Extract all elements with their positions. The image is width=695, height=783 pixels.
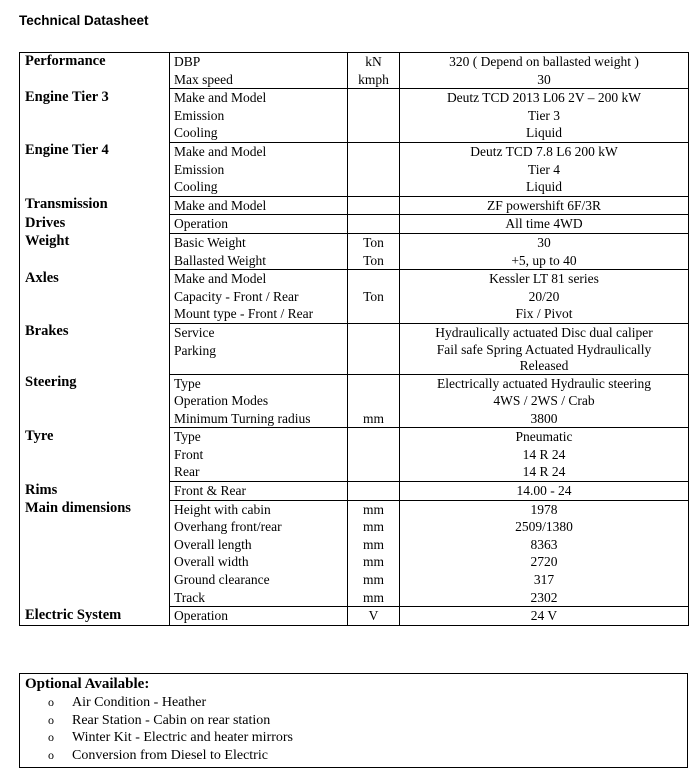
param-cell: Cooling (170, 178, 348, 196)
param-cell: Make and Model (170, 142, 348, 160)
value-cell: 1978 (400, 500, 689, 518)
value-cell: 2509/1380 (400, 518, 689, 536)
unit-cell (348, 428, 400, 446)
param-cell: DBP (170, 53, 348, 71)
param-cell: Type (170, 428, 348, 446)
group-spacer (20, 518, 170, 536)
value-cell: Fix / Pivot (400, 305, 689, 323)
bullet-icon: o (48, 712, 54, 727)
list-item-label: Rear Station - Cabin on rear station (72, 712, 271, 728)
unit-cell (348, 463, 400, 481)
value-cell: All time 4WD (400, 215, 689, 234)
param-cell: Operation (170, 215, 348, 234)
optional-list (20, 694, 293, 764)
value-cell: 8363 (400, 536, 689, 554)
param-cell: Front & Rear (170, 482, 348, 501)
unit-cell (348, 482, 400, 501)
param-cell: Height with cabin (170, 500, 348, 518)
group-spacer (20, 107, 170, 125)
group-spacer (20, 305, 170, 323)
param-cell: Overall width (170, 553, 348, 571)
value-cell: Deutz TCD 7.8 L6 200 kW (400, 142, 689, 160)
group-spacer (20, 589, 170, 607)
unit-cell (348, 342, 400, 375)
value-cell: 317 (400, 571, 689, 589)
group-name: Engine Tier 3 (20, 89, 170, 107)
param-cell: Ballasted Weight (170, 252, 348, 270)
bullet-icon: o (48, 747, 54, 762)
value-cell: 24 V (400, 607, 689, 626)
value-cell: Hydraulically actuated Disc dual caliper (400, 323, 689, 341)
unit-cell: mm (348, 536, 400, 554)
bullet-icon: o (48, 695, 54, 709)
value-cell: 20/20 (400, 288, 689, 306)
table-row (20, 288, 689, 306)
group-name: Rims (20, 482, 170, 501)
optional-title: Optional Available: (25, 676, 150, 692)
value-cell: Liquid (400, 124, 689, 142)
group-spacer (20, 536, 170, 554)
unit-cell (348, 107, 400, 125)
list-item (20, 694, 293, 712)
value-line: Released (519, 357, 569, 373)
table-row (20, 607, 689, 626)
group-spacer (20, 124, 170, 142)
table-row (20, 142, 689, 160)
group-spacer (20, 571, 170, 589)
group-name: Weight (20, 233, 170, 251)
unit-cell: Ton (348, 288, 400, 306)
unit-cell (348, 392, 400, 410)
value-cell: 2302 (400, 589, 689, 607)
param-cell: Emission (170, 161, 348, 179)
group-spacer (20, 252, 170, 270)
value-cell: 30 (400, 71, 689, 89)
group-name: Transmission (20, 196, 170, 215)
unit-cell (348, 196, 400, 215)
table-row (20, 178, 689, 196)
param-cell: Ground clearance (170, 571, 348, 589)
param-cell: Make and Model (170, 89, 348, 107)
group-name: Main dimensions (20, 500, 170, 518)
table-row (20, 392, 689, 410)
table-row (20, 89, 689, 107)
unit-cell (348, 215, 400, 234)
group-name: Axles (20, 270, 170, 288)
unit-cell (348, 178, 400, 196)
param-cell: Max speed (170, 71, 348, 89)
param-cell: Front (170, 446, 348, 464)
param-cell: Cooling (170, 124, 348, 142)
value-cell: 4WS / 2WS / Crab (400, 392, 689, 410)
unit-cell: mm (348, 571, 400, 589)
unit-cell: kmph (348, 71, 400, 89)
spec-table (19, 52, 689, 626)
table-row (20, 270, 689, 288)
param-cell: Basic Weight (170, 233, 348, 251)
group-name: Steering (20, 374, 170, 392)
unit-cell (348, 374, 400, 392)
table-row (20, 107, 689, 125)
param-cell: Track (170, 589, 348, 607)
table-row (20, 215, 689, 234)
group-name: Tyre (20, 428, 170, 446)
value-cell: 14 R 24 (400, 463, 689, 481)
value-cell (400, 342, 689, 375)
group-name: Electric System (20, 607, 170, 626)
table-row (20, 553, 689, 571)
optional-box (19, 673, 688, 768)
value-cell: Liquid (400, 178, 689, 196)
param-cell: Overhang front/rear (170, 518, 348, 536)
unit-cell (348, 142, 400, 160)
unit-cell: mm (348, 410, 400, 428)
unit-cell: Ton (348, 252, 400, 270)
value-line: Fail safe Spring Actuated Hydraulically (436, 341, 652, 357)
value-cell: Deutz TCD 2013 L06 2V – 200 kW (400, 89, 689, 107)
table-row (20, 571, 689, 589)
unit-cell (348, 89, 400, 107)
unit-cell (348, 161, 400, 179)
unit-cell: Ton (348, 233, 400, 251)
table-row (20, 463, 689, 481)
table-row (20, 196, 689, 215)
param-cell: Service (170, 323, 348, 341)
param-cell: Make and Model (170, 270, 348, 288)
group-name: Engine Tier 4 (20, 142, 170, 160)
value-cell: 30 (400, 233, 689, 251)
unit-cell: kN (348, 53, 400, 71)
group-name: Brakes (20, 323, 170, 341)
value-cell: 2720 (400, 553, 689, 571)
param-cell: Operation (170, 607, 348, 626)
table-row (20, 482, 689, 501)
table-row (20, 342, 689, 375)
table-row (20, 536, 689, 554)
param-cell: Type (170, 374, 348, 392)
value-cell: Pneumatic (400, 428, 689, 446)
param-cell: Mount type - Front / Rear (170, 305, 348, 323)
unit-cell (348, 124, 400, 142)
table-row (20, 323, 689, 341)
unit-cell (348, 323, 400, 341)
group-spacer (20, 342, 170, 375)
unit-cell: mm (348, 589, 400, 607)
table-row (20, 589, 689, 607)
list-item (20, 729, 293, 747)
value-cell: Kessler LT 81 series (400, 270, 689, 288)
group-spacer (20, 463, 170, 481)
param-cell: Minimum Turning radius (170, 410, 348, 428)
table-row (20, 161, 689, 179)
group-spacer (20, 71, 170, 89)
value-cell: Tier 4 (400, 161, 689, 179)
list-item (20, 712, 293, 730)
param-cell: Emission (170, 107, 348, 125)
group-spacer (20, 178, 170, 196)
group-spacer (20, 446, 170, 464)
table-row (20, 124, 689, 142)
value-cell: +5, up to 40 (400, 252, 689, 270)
unit-cell: mm (348, 553, 400, 571)
datasheet-title: Technical Datasheet (19, 13, 149, 28)
unit-cell: V (348, 607, 400, 626)
table-row (20, 446, 689, 464)
param-cell: Operation Modes (170, 392, 348, 410)
value-cell: 320 ( Depend on ballasted weight ) (400, 53, 689, 71)
param-cell: Parking (170, 342, 348, 375)
unit-cell: mm (348, 500, 400, 518)
table-row (20, 233, 689, 251)
param-cell: Overall length (170, 536, 348, 554)
value-cell: 3800 (400, 410, 689, 428)
table-row (20, 71, 689, 89)
param-cell: Rear (170, 463, 348, 481)
list-item (20, 747, 293, 765)
value-cell: 14 R 24 (400, 446, 689, 464)
table-row (20, 305, 689, 323)
table-row (20, 374, 689, 392)
unit-cell (348, 305, 400, 323)
list-item-label: Conversion from Diesel to Electric (72, 747, 268, 763)
table-row (20, 252, 689, 270)
table-row (20, 53, 689, 71)
unit-cell (348, 446, 400, 464)
value-cell: ZF powershift 6F/3R (400, 196, 689, 215)
group-spacer (20, 288, 170, 306)
table-row (20, 428, 689, 446)
list-item-label: Air Condition - Heather (72, 695, 207, 710)
group-spacer (20, 553, 170, 571)
group-name: Performance (20, 53, 170, 71)
table-row (20, 410, 689, 428)
bullet-icon: o (48, 730, 54, 744)
value-cell: Electrically actuated Hydraulic steering (400, 374, 689, 392)
group-spacer (20, 161, 170, 179)
list-item-label: Winter Kit - Electric and heater mirrors (72, 730, 294, 745)
value-cell: 14.00 - 24 (400, 482, 689, 501)
group-spacer (20, 392, 170, 410)
param-cell: Capacity - Front / Rear (170, 288, 348, 306)
unit-cell (348, 270, 400, 288)
table-row (20, 500, 689, 518)
param-cell: Make and Model (170, 196, 348, 215)
unit-cell: mm (348, 518, 400, 536)
value-cell: Tier 3 (400, 107, 689, 125)
group-spacer (20, 410, 170, 428)
table-row (20, 518, 689, 536)
group-name: Drives (20, 215, 170, 234)
